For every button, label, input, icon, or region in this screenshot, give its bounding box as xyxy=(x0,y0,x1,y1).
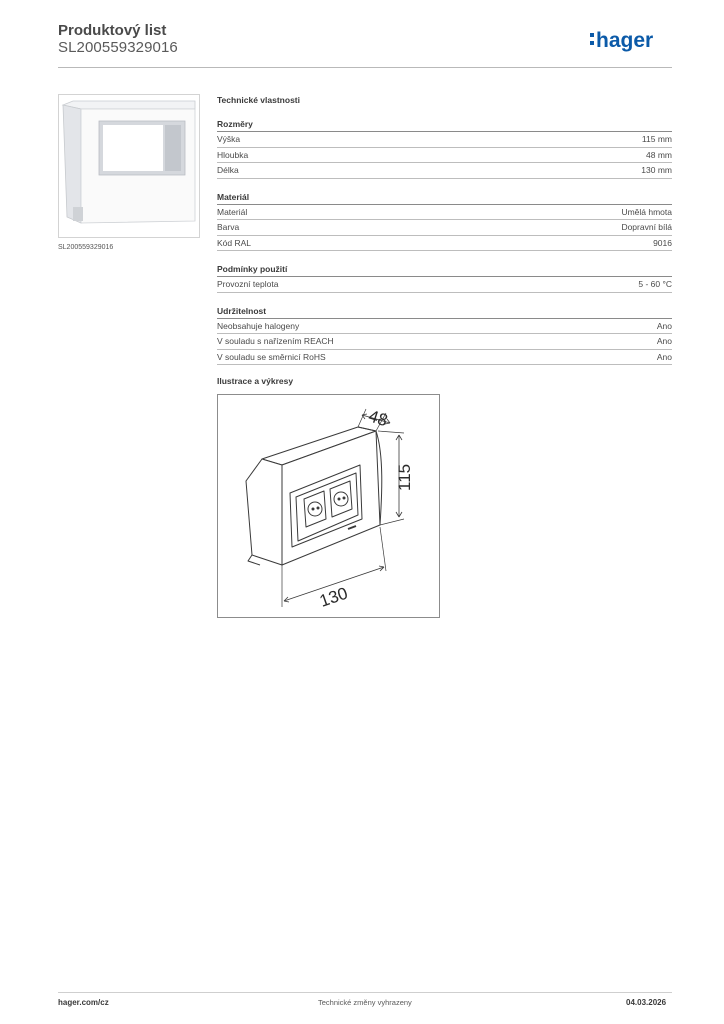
spec-label: V souladu s nařízením REACH xyxy=(217,336,334,346)
spec-value: 130 mm xyxy=(641,165,672,175)
hager-logo xyxy=(590,28,676,56)
footer-website: hager.com/cz xyxy=(58,998,109,1007)
page-title: Produktový list xyxy=(58,22,167,39)
spec-value: 9016 xyxy=(653,237,672,248)
spec-value: Ano xyxy=(656,351,672,362)
spec-label: Hloubka xyxy=(217,149,249,160)
spec-value: Umělá hmota xyxy=(621,206,672,217)
spec-row-height xyxy=(217,132,672,148)
spec-row-length xyxy=(217,163,672,179)
spec-label: Neobsahuje halogeny xyxy=(217,320,300,331)
footer-divider xyxy=(58,992,672,993)
dimension-length-label: 130 xyxy=(317,583,351,611)
footer-date: 04.03.2026 xyxy=(626,998,667,1007)
spec-label: Provozní teplota xyxy=(217,279,279,289)
dimension-depth-label: 48 xyxy=(366,406,390,431)
spec-label: Barva xyxy=(217,222,240,232)
spec-value: 5 - 60 °C xyxy=(638,279,672,289)
spec-label: Délka xyxy=(217,165,239,175)
dimension-height-label: 115 xyxy=(395,463,414,491)
spec-row-rohs xyxy=(217,350,672,366)
spec-label: V souladu se směrnicí RoHS xyxy=(217,351,326,362)
footer-notice: Technické změny vyhrazeny xyxy=(318,998,412,1007)
header-divider xyxy=(58,67,672,68)
spec-label: Kód RAL xyxy=(217,237,252,248)
section-heading-sustainability: Udržitelnost xyxy=(217,304,672,319)
spec-row-ral xyxy=(217,236,672,252)
spec-value: Ano xyxy=(656,320,672,331)
spec-row-color xyxy=(217,220,672,236)
section-heading-dimensions: Rozměry xyxy=(217,117,672,132)
spec-row-halogen-free xyxy=(217,319,672,335)
product-photo xyxy=(58,94,200,238)
spec-row-operating-temperature xyxy=(217,277,672,293)
document-id: SL200559329016 xyxy=(58,39,178,56)
spec-row-depth xyxy=(217,148,672,164)
spec-value: Ano xyxy=(656,336,672,346)
spec-value: 115 mm xyxy=(641,134,672,144)
spec-row-material xyxy=(217,205,672,221)
specs-title: Technické vlastnosti xyxy=(217,95,300,105)
spec-value: 48 mm xyxy=(646,149,672,160)
dimension-drawing xyxy=(217,394,440,618)
section-heading-material: Materiál xyxy=(217,190,672,205)
photo-caption: SL200559329016 xyxy=(58,244,114,251)
section-heading-operating-conditions: Podmínky použití xyxy=(217,262,672,277)
illustration-title: Ilustrace a výkresy xyxy=(217,376,294,386)
spec-label: Výška xyxy=(217,134,241,144)
logo-wordmark: hager xyxy=(596,29,654,52)
spec-row-reach xyxy=(217,334,672,350)
spec-value: Dopravní bílá xyxy=(621,222,672,232)
technical-specs xyxy=(217,94,672,365)
spec-label: Materiál xyxy=(217,206,248,217)
